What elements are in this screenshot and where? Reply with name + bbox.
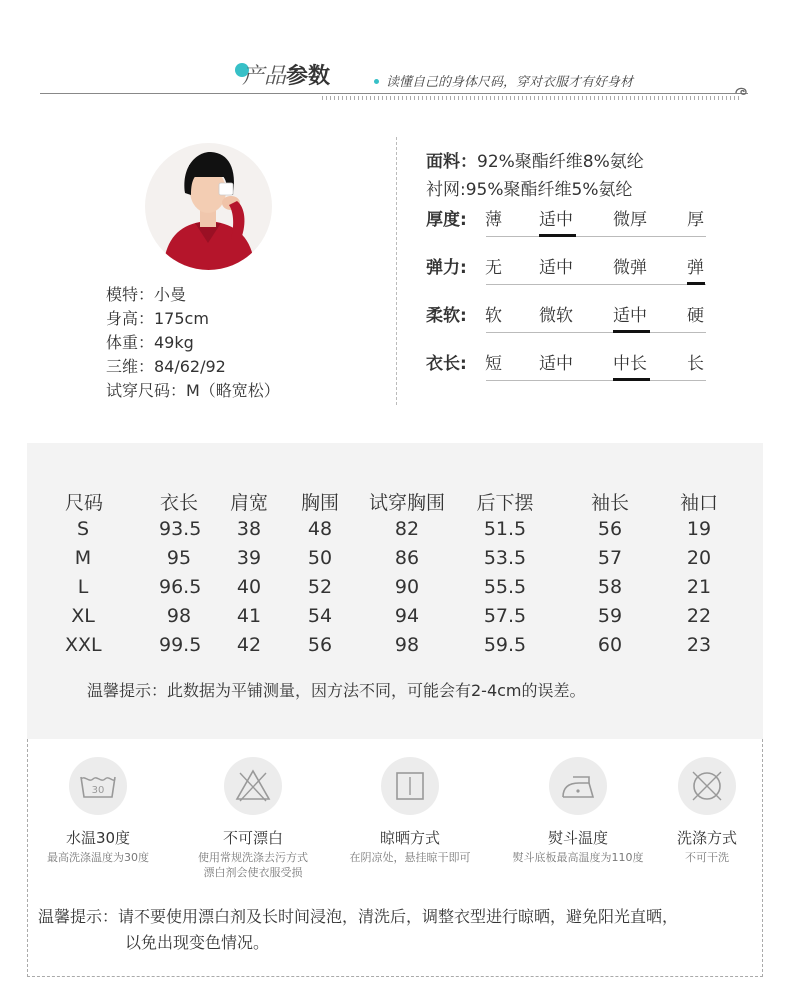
table-cell: 21 — [686, 576, 712, 598]
model-info — [106, 283, 280, 403]
table-cell: 96.5 — [159, 576, 202, 598]
table-row — [27, 547, 763, 575]
table-cell: 22 — [686, 605, 712, 627]
table-cell: 98 — [166, 605, 192, 627]
column-header: 肩宽 — [229, 492, 268, 514]
model-name: 模特：小曼 — [106, 285, 187, 304]
care-desc: 漂白剂会使衣服受损 — [203, 866, 303, 879]
column-header: 胸围 — [300, 492, 339, 514]
table-cell: S — [76, 518, 90, 540]
header-hatch — [322, 96, 742, 100]
param-option: 适中 — [539, 354, 573, 374]
column-header: 尺码 — [65, 492, 104, 514]
table-cell: 93.5 — [159, 518, 202, 540]
model-photo — [145, 143, 272, 270]
table-cell: 23 — [686, 634, 712, 656]
column-header: 后下摆 — [476, 492, 534, 514]
table-cell: 57 — [597, 547, 623, 569]
title-bold: 参数 — [286, 64, 331, 89]
swirl-icon — [734, 83, 748, 97]
param-option: 微弹 — [613, 258, 647, 278]
no-bleach-icon — [224, 757, 282, 815]
param-option: 短 — [485, 354, 502, 374]
size-note: 温馨提示：此数据为平铺测量，因方法不同，可能会有2-4cm的误差。 — [87, 681, 586, 700]
param-option: 适中 — [539, 258, 573, 278]
care-title: 水温30度 — [65, 829, 131, 847]
param-option: 适中 — [539, 210, 573, 230]
table-cell: XL — [71, 605, 95, 627]
care-title: 洗涤方式 — [676, 829, 737, 847]
no-dry-clean-icon — [678, 757, 736, 815]
table-cell: 54 — [307, 605, 333, 627]
table-cell: 60 — [597, 634, 623, 656]
table-cell: 19 — [686, 518, 712, 540]
table-cell: 82 — [394, 518, 420, 540]
param-rule — [486, 236, 706, 237]
column-header: 袖长 — [590, 492, 629, 514]
param-thickness — [426, 203, 726, 233]
table-cell: 55.5 — [483, 576, 527, 598]
care-desc: 熨斗底板最高温度为110度 — [512, 851, 644, 864]
param-option: 硬 — [687, 306, 704, 326]
table-cell: 95 — [166, 547, 192, 569]
table-cell: 41 — [236, 605, 262, 627]
table-row — [27, 634, 763, 662]
care-item-bleach — [168, 757, 338, 880]
care-title: 不可漂白 — [222, 829, 283, 847]
section-header — [40, 55, 752, 105]
table-cell: 56 — [307, 634, 333, 656]
param-rule — [486, 332, 706, 333]
table-header-row — [27, 488, 763, 516]
table-cell: 52 — [307, 576, 333, 598]
param-option: 无 — [485, 258, 502, 278]
care-desc: 最高洗涤温度为30度 — [47, 851, 149, 864]
table-cell: 56 — [597, 518, 623, 540]
care-item-wash — [13, 757, 183, 865]
table-cell: 53.5 — [483, 547, 527, 569]
param-option: 软 — [485, 306, 502, 326]
table-cell: 50 — [307, 547, 333, 569]
selected-marker — [613, 330, 650, 333]
section-subtitle: 读懂自己的身体尺码，穿对衣服才有好身材 — [386, 75, 634, 90]
separator-dot — [374, 79, 379, 84]
section-title — [242, 59, 330, 90]
care-title: 晾晒方式 — [379, 829, 440, 847]
table-cell: 48 — [307, 518, 333, 540]
wash-30-icon — [69, 757, 127, 815]
table-cell: L — [77, 576, 89, 598]
care-desc: 在阴凉处，悬挂晾干即可 — [349, 851, 471, 864]
param-option: 薄 — [485, 210, 502, 230]
care-desc: 不可干洗 — [685, 851, 729, 864]
model-measurements: 三维：84/62/92 — [106, 357, 226, 376]
fabric-value: 92%聚酯纤维8%氨纶 — [477, 152, 644, 172]
param-rule — [486, 284, 706, 285]
iron-icon — [549, 757, 607, 815]
table-cell: 51.5 — [483, 518, 527, 540]
column-header: 试穿胸围 — [368, 492, 445, 514]
fabric-label: 面料： — [426, 152, 477, 172]
lining-value: 衬网:95%聚酯纤维5%氨纶 — [426, 180, 633, 200]
param-option: 弹 — [687, 258, 704, 278]
param-option: 微软 — [539, 306, 573, 326]
param-rule — [486, 380, 706, 381]
table-cell: 90 — [394, 576, 420, 598]
column-header: 袖口 — [679, 492, 718, 514]
table-cell: 86 — [394, 547, 420, 569]
table-row — [27, 576, 763, 604]
param-option: 中长 — [613, 354, 647, 374]
care-note-line: 温馨提示：请不要使用漂白剂及长时间浸泡，清洗后，调整衣型进行晾晒，避免阳光直晒， — [38, 907, 679, 926]
wash-temp-text: 30 — [91, 785, 105, 796]
table-cell: 94 — [394, 605, 420, 627]
param-option: 长 — [687, 354, 704, 374]
table-cell: M — [74, 547, 92, 569]
table-row — [27, 605, 763, 633]
care-note — [38, 904, 678, 956]
care-title: 熨斗温度 — [547, 829, 608, 847]
param-softness — [426, 299, 726, 329]
care-note-line: 以免出现变色情况。 — [125, 933, 270, 952]
param-length — [426, 347, 726, 377]
table-cell: 59 — [597, 605, 623, 627]
size-panel — [27, 443, 763, 739]
param-label: 弹力: — [426, 258, 467, 278]
table-cell: 98 — [394, 634, 420, 656]
param-label: 厚度: — [426, 210, 467, 230]
param-label: 衣长: — [426, 354, 467, 374]
table-cell: 57.5 — [483, 605, 527, 627]
table-cell: 38 — [236, 518, 262, 540]
care-panel — [27, 739, 763, 977]
table-cell: 20 — [686, 547, 712, 569]
table-row — [27, 518, 763, 546]
selected-marker — [687, 282, 705, 285]
param-label: 柔软: — [426, 306, 467, 326]
table-cell: 59.5 — [483, 634, 527, 656]
table-cell: 58 — [597, 576, 623, 598]
param-option: 厚 — [687, 210, 704, 230]
param-option: 微厚 — [613, 210, 647, 230]
table-cell: 42 — [236, 634, 262, 656]
care-item-dryclean — [622, 757, 790, 865]
model-weight: 体重：49kg — [106, 333, 194, 352]
table-cell: 40 — [236, 576, 262, 598]
param-option: 适中 — [613, 306, 647, 326]
vertical-divider — [396, 137, 397, 405]
param-elasticity — [426, 251, 726, 281]
fabric-info — [426, 148, 644, 204]
column-header: 衣长 — [159, 492, 198, 514]
line-dry-icon — [381, 757, 439, 815]
selected-marker — [613, 378, 650, 381]
model-height: 身高：175cm — [106, 309, 209, 328]
care-item-dry — [325, 757, 495, 865]
model-trial-size: 试穿尺码：M（略宽松） — [106, 381, 280, 400]
title-light: 产品 — [242, 64, 287, 89]
selected-marker — [539, 234, 576, 237]
table-cell: 39 — [236, 547, 262, 569]
care-desc: 使用常规洗涤去污方式 — [198, 851, 308, 864]
header-rule — [40, 93, 748, 94]
table-cell: XXL — [65, 634, 102, 656]
table-cell: 99.5 — [159, 634, 202, 656]
